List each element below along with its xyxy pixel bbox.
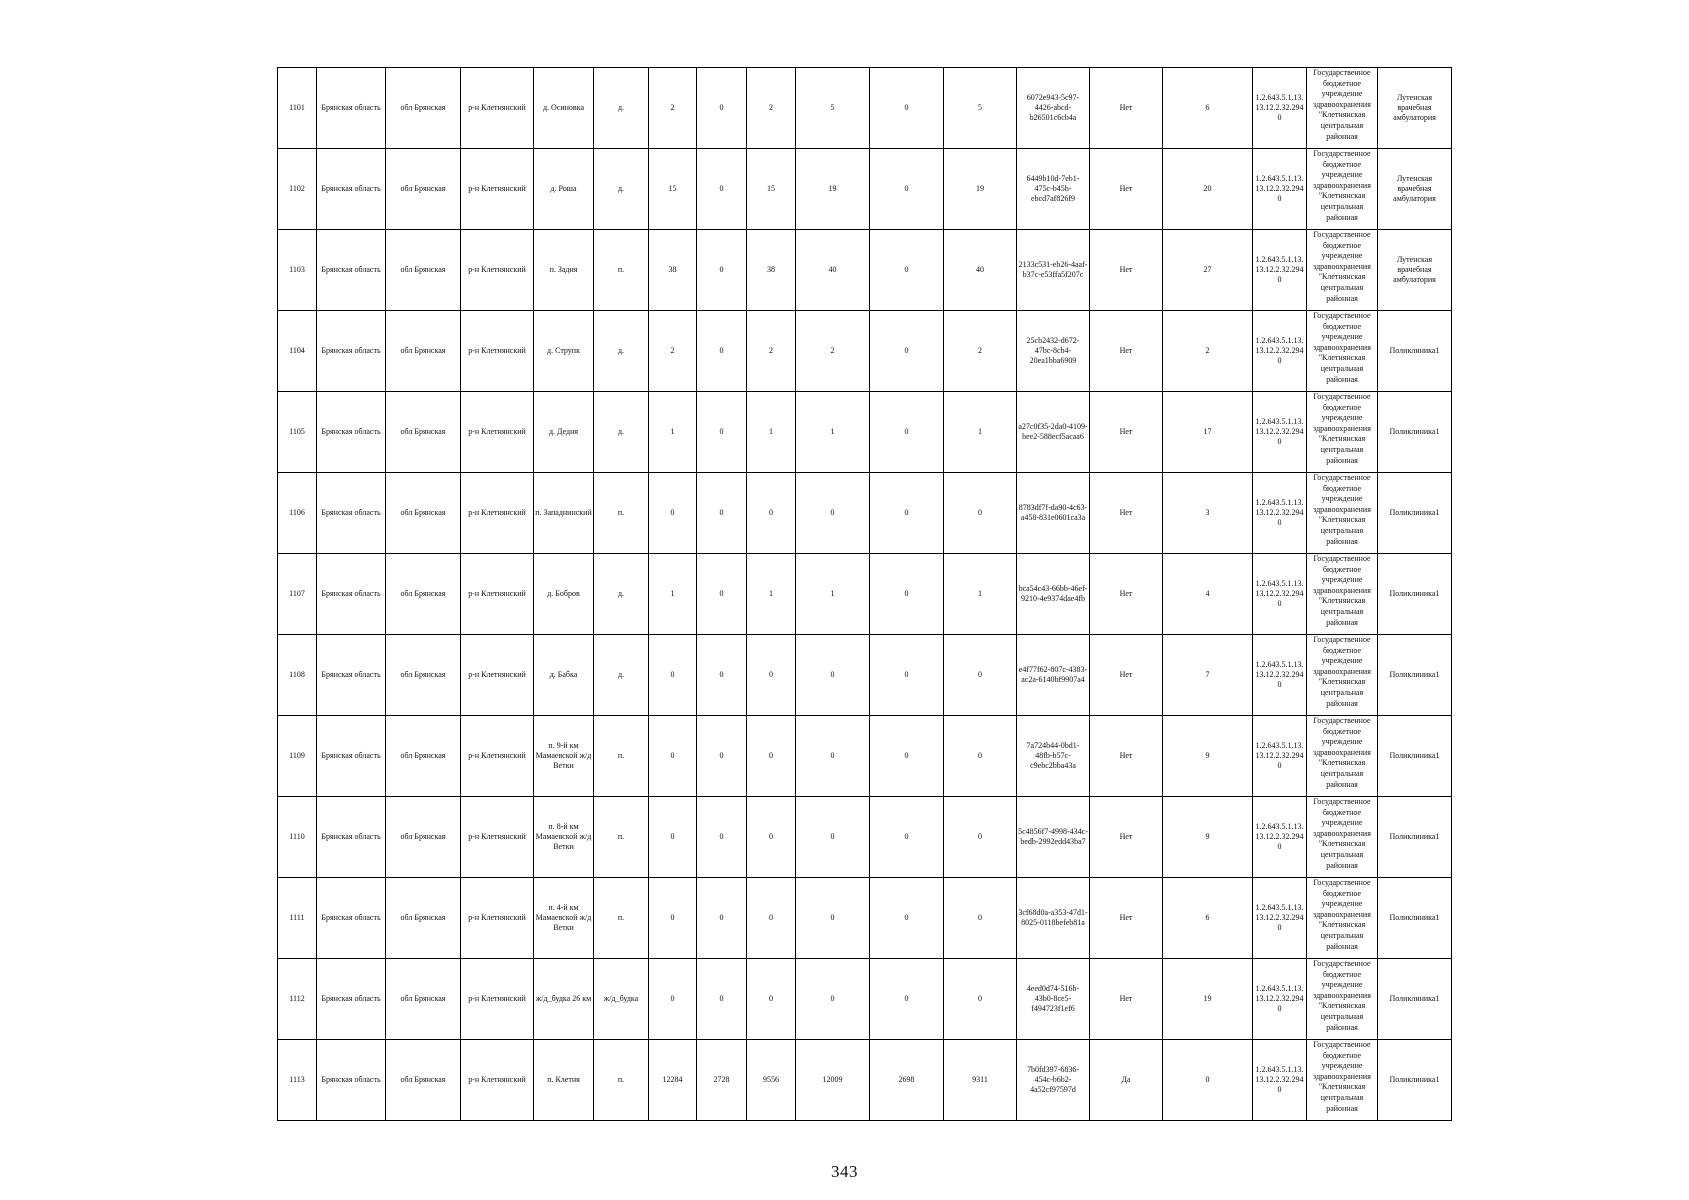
medical-unit-cell: Поликлиника1 xyxy=(1378,635,1452,716)
locality-type-cell: п. xyxy=(594,878,649,959)
value-cell-4: 2 xyxy=(796,311,870,392)
district-cell: р-н Клетнянский xyxy=(461,1040,534,1121)
locality-type-cell: д. xyxy=(594,311,649,392)
district-cell: р-н Клетнянский xyxy=(461,878,534,959)
district-cell: р-н Клетнянский xyxy=(461,554,534,635)
flag-cell: Нет xyxy=(1090,149,1163,230)
table-row xyxy=(278,554,1452,635)
value-cell-1: 0 xyxy=(649,635,697,716)
value-cell-3: 1 xyxy=(747,554,796,635)
table-row xyxy=(278,230,1452,311)
value-cell-4: 1 xyxy=(796,554,870,635)
region-cell: Брянская область xyxy=(317,230,386,311)
row-number-cell: 1101 xyxy=(278,68,317,149)
value-cell-6: 5 xyxy=(944,68,1017,149)
oblast-cell: обл Брянская xyxy=(386,68,461,149)
value-cell-2: 0 xyxy=(697,149,747,230)
guid-cell: 2133c531-eb26-4aaf-b37c-e53ffa5f207c xyxy=(1017,230,1090,311)
district-cell: р-н Клетнянский xyxy=(461,473,534,554)
region-cell: Брянская область xyxy=(317,554,386,635)
region-cell: Брянская область xyxy=(317,392,386,473)
oblast-cell: обл Брянская xyxy=(386,311,461,392)
region-cell: Брянская область xyxy=(317,635,386,716)
value-cell-5: 0 xyxy=(870,68,944,149)
locality-cell: д. Роша xyxy=(534,149,594,230)
row-number-cell: 1105 xyxy=(278,392,317,473)
locality-type-cell: д. xyxy=(594,149,649,230)
value-cell-5: 0 xyxy=(870,554,944,635)
institution-cell: Государственное бюджетное учреждение здравоохранения "Клетнянская центральная районная xyxy=(1307,959,1378,1040)
district-cell: р-н Клетнянский xyxy=(461,230,534,311)
count-cell: 7 xyxy=(1163,635,1253,716)
row-number-cell: 1107 xyxy=(278,554,317,635)
value-cell-1: 1 xyxy=(649,554,697,635)
medical-unit-cell: Лутенская врачебная амбулатория xyxy=(1378,149,1452,230)
value-cell-4: 0 xyxy=(796,635,870,716)
region-cell: Брянская область xyxy=(317,149,386,230)
institution-cell: Государственное бюджетное учреждение здравоохранения "Клетнянская центральная районная xyxy=(1307,878,1378,959)
institution-cell: Государственное бюджетное учреждение здравоохранения "Клетнянская центральная районная xyxy=(1307,797,1378,878)
medical-unit-cell: Поликлиника1 xyxy=(1378,311,1452,392)
value-cell-5: 0 xyxy=(870,149,944,230)
oid-code-cell: 1.2.643.5.1.13.13.12.2.32.2940 xyxy=(1253,311,1307,392)
row-number-cell: 1109 xyxy=(278,716,317,797)
value-cell-1: 2 xyxy=(649,68,697,149)
count-cell: 6 xyxy=(1163,878,1253,959)
locality-type-cell: п. xyxy=(594,797,649,878)
region-cell: Брянская область xyxy=(317,1040,386,1121)
region-cell: Брянская область xyxy=(317,716,386,797)
locality-type-cell: д. xyxy=(594,554,649,635)
flag-cell: Нет xyxy=(1090,554,1163,635)
value-cell-1: 0 xyxy=(649,473,697,554)
medical-unit-cell: Лутенская врачебная амбулатория xyxy=(1378,230,1452,311)
table-row xyxy=(278,392,1452,473)
value-cell-4: 0 xyxy=(796,716,870,797)
locality-type-cell: п. xyxy=(594,473,649,554)
value-cell-1: 12284 xyxy=(649,1040,697,1121)
medical-unit-cell: Поликлиника1 xyxy=(1378,797,1452,878)
locality-cell: п. Задня xyxy=(534,230,594,311)
value-cell-4: 0 xyxy=(796,959,870,1040)
guid-cell: 4eed0d74-516b-43b0-8ce5-f494723f1ef6 xyxy=(1017,959,1090,1040)
medical-unit-cell: Поликлиника1 xyxy=(1378,554,1452,635)
row-number-cell: 1110 xyxy=(278,797,317,878)
value-cell-6: 1 xyxy=(944,554,1017,635)
oblast-cell: обл Брянская xyxy=(386,959,461,1040)
value-cell-2: 0 xyxy=(697,68,747,149)
value-cell-3: 0 xyxy=(747,878,796,959)
value-cell-6: 9311 xyxy=(944,1040,1017,1121)
oid-code-cell: 1.2.643.5.1.13.13.12.2.32.2940 xyxy=(1253,149,1307,230)
row-number-cell: 1106 xyxy=(278,473,317,554)
flag-cell: Нет xyxy=(1090,311,1163,392)
guid-cell: e4f77f62-807c-4383-ac2a-6140bf9907a4 xyxy=(1017,635,1090,716)
locality-type-cell: п. xyxy=(594,1040,649,1121)
value-cell-6: 0 xyxy=(944,473,1017,554)
oid-code-cell: 1.2.643.5.1.13.13.12.2.32.2940 xyxy=(1253,797,1307,878)
institution-cell: Государственное бюджетное учреждение здравоохранения "Клетнянская центральная районная xyxy=(1307,1040,1378,1121)
value-cell-5: 0 xyxy=(870,311,944,392)
flag-cell: Нет xyxy=(1090,716,1163,797)
table-row xyxy=(278,311,1452,392)
oid-code-cell: 1.2.643.5.1.13.13.12.2.32.2940 xyxy=(1253,716,1307,797)
guid-cell: 25cb2432-d672-47bc-8cb4-20ea1bba6909 xyxy=(1017,311,1090,392)
flag-cell: Нет xyxy=(1090,68,1163,149)
guid-cell: 7a724b44-0bd1-48fb-b57c-c9ebc2bba43a xyxy=(1017,716,1090,797)
oid-code-cell: 1.2.643.5.1.13.13.12.2.32.2940 xyxy=(1253,230,1307,311)
locality-type-cell: ж/д_будка xyxy=(594,959,649,1040)
value-cell-6: 40 xyxy=(944,230,1017,311)
value-cell-2: 0 xyxy=(697,473,747,554)
table-row xyxy=(278,959,1452,1040)
medical-unit-cell: Поликлиника1 xyxy=(1378,878,1452,959)
flag-cell: Нет xyxy=(1090,473,1163,554)
oid-code-cell: 1.2.643.5.1.13.13.12.2.32.2940 xyxy=(1253,392,1307,473)
district-cell: р-н Клетнянский xyxy=(461,635,534,716)
oblast-cell: обл Брянская xyxy=(386,878,461,959)
locality-cell: д. Дедня xyxy=(534,392,594,473)
institution-cell: Государственное бюджетное учреждение здравоохранения "Клетнянская центральная районная xyxy=(1307,149,1378,230)
region-cell: Брянская область xyxy=(317,878,386,959)
value-cell-2: 0 xyxy=(697,716,747,797)
flag-cell: Нет xyxy=(1090,230,1163,311)
value-cell-4: 0 xyxy=(796,878,870,959)
data-table xyxy=(277,67,1452,1121)
medical-unit-cell: Поликлиника1 xyxy=(1378,1040,1452,1121)
institution-cell: Государственное бюджетное учреждение здравоохранения "Клетнянская центральная районная xyxy=(1307,311,1378,392)
value-cell-3: 15 xyxy=(747,149,796,230)
region-cell: Брянская область xyxy=(317,473,386,554)
locality-cell: п. 8-й км Мамаевской ж/д Ветки xyxy=(534,797,594,878)
value-cell-1: 2 xyxy=(649,311,697,392)
value-cell-1: 0 xyxy=(649,716,697,797)
value-cell-2: 0 xyxy=(697,635,747,716)
district-cell: р-н Клетнянский xyxy=(461,149,534,230)
guid-cell: 6449b10d-7eb1-475c-b45b-ebcd7af826f9 xyxy=(1017,149,1090,230)
locality-cell: п. Западнинский xyxy=(534,473,594,554)
guid-cell: 6072e943-5c97-4426-abcd-b26501c6cb4a xyxy=(1017,68,1090,149)
value-cell-2: 0 xyxy=(697,959,747,1040)
oblast-cell: обл Брянская xyxy=(386,230,461,311)
medical-unit-cell: Лутенская врачебная амбулатория xyxy=(1378,68,1452,149)
medical-unit-cell: Поликлиника1 xyxy=(1378,392,1452,473)
value-cell-4: 5 xyxy=(796,68,870,149)
value-cell-6: 19 xyxy=(944,149,1017,230)
flag-cell: Да xyxy=(1090,1040,1163,1121)
value-cell-3: 0 xyxy=(747,959,796,1040)
locality-type-cell: д. xyxy=(594,392,649,473)
locality-type-cell: п. xyxy=(594,230,649,311)
institution-cell: Государственное бюджетное учреждение здравоохранения "Клетнянская центральная районная xyxy=(1307,68,1378,149)
district-cell: р-н Клетнянский xyxy=(461,311,534,392)
value-cell-6: 2 xyxy=(944,311,1017,392)
locality-type-cell: д. xyxy=(594,68,649,149)
value-cell-5: 2698 xyxy=(870,1040,944,1121)
value-cell-2: 0 xyxy=(697,554,747,635)
oblast-cell: обл Брянская xyxy=(386,554,461,635)
region-cell: Брянская область xyxy=(317,68,386,149)
value-cell-5: 0 xyxy=(870,473,944,554)
oid-code-cell: 1.2.643.5.1.13.13.12.2.32.2940 xyxy=(1253,68,1307,149)
value-cell-6: 0 xyxy=(944,797,1017,878)
oblast-cell: обл Брянская xyxy=(386,392,461,473)
count-cell: 17 xyxy=(1163,392,1253,473)
row-number-cell: 1103 xyxy=(278,230,317,311)
district-cell: р-н Клетнянский xyxy=(461,716,534,797)
oid-code-cell: 1.2.643.5.1.13.13.12.2.32.2940 xyxy=(1253,473,1307,554)
value-cell-5: 0 xyxy=(870,635,944,716)
count-cell: 19 xyxy=(1163,959,1253,1040)
value-cell-2: 0 xyxy=(697,230,747,311)
medical-unit-cell: Поликлиника1 xyxy=(1378,473,1452,554)
count-cell: 27 xyxy=(1163,230,1253,311)
flag-cell: Нет xyxy=(1090,635,1163,716)
value-cell-6: 0 xyxy=(944,716,1017,797)
value-cell-1: 0 xyxy=(649,878,697,959)
flag-cell: Нет xyxy=(1090,392,1163,473)
institution-cell: Государственное бюджетное учреждение здравоохранения "Клетнянская центральная районная xyxy=(1307,392,1378,473)
value-cell-4: 19 xyxy=(796,149,870,230)
table-row xyxy=(278,473,1452,554)
locality-cell: п. Клетня xyxy=(534,1040,594,1121)
locality-cell: ж/д_будка 26 км xyxy=(534,959,594,1040)
value-cell-5: 0 xyxy=(870,716,944,797)
guid-cell: 5c4856f7-4998-434c-bedb-2992edd43ba7 xyxy=(1017,797,1090,878)
value-cell-6: 1 xyxy=(944,392,1017,473)
oid-code-cell: 1.2.643.5.1.13.13.12.2.32.2940 xyxy=(1253,959,1307,1040)
value-cell-2: 0 xyxy=(697,797,747,878)
value-cell-4: 1 xyxy=(796,392,870,473)
locality-cell: п. 9-й км Мамаевской ж/д Ветки xyxy=(534,716,594,797)
table-row xyxy=(278,149,1452,230)
value-cell-5: 0 xyxy=(870,797,944,878)
value-cell-6: 0 xyxy=(944,959,1017,1040)
flag-cell: Нет xyxy=(1090,959,1163,1040)
medical-unit-cell: Поликлиника1 xyxy=(1378,716,1452,797)
flag-cell: Нет xyxy=(1090,878,1163,959)
value-cell-4: 12009 xyxy=(796,1040,870,1121)
value-cell-3: 1 xyxy=(747,392,796,473)
oblast-cell: обл Брянская xyxy=(386,473,461,554)
oid-code-cell: 1.2.643.5.1.13.13.12.2.32.2940 xyxy=(1253,1040,1307,1121)
value-cell-4: 0 xyxy=(796,473,870,554)
guid-cell: 8783df7f-da90-4c63-a458-831e0601ca3a xyxy=(1017,473,1090,554)
locality-cell: д. Бабка xyxy=(534,635,594,716)
count-cell: 6 xyxy=(1163,68,1253,149)
value-cell-3: 2 xyxy=(747,68,796,149)
value-cell-1: 38 xyxy=(649,230,697,311)
count-cell: 9 xyxy=(1163,716,1253,797)
value-cell-3: 0 xyxy=(747,635,796,716)
region-cell: Брянская область xyxy=(317,311,386,392)
value-cell-6: 0 xyxy=(944,635,1017,716)
count-cell: 9 xyxy=(1163,797,1253,878)
medical-unit-cell: Поликлиника1 xyxy=(1378,959,1452,1040)
count-cell: 3 xyxy=(1163,473,1253,554)
value-cell-4: 0 xyxy=(796,797,870,878)
locality-cell: д. Струпк xyxy=(534,311,594,392)
oblast-cell: обл Брянская xyxy=(386,635,461,716)
locality-type-cell: п. xyxy=(594,716,649,797)
oid-code-cell: 1.2.643.5.1.13.13.12.2.32.2940 xyxy=(1253,554,1307,635)
page-number: 343 xyxy=(831,1162,858,1181)
district-cell: р-н Клетнянский xyxy=(461,959,534,1040)
value-cell-5: 0 xyxy=(870,878,944,959)
oid-code-cell: 1.2.643.5.1.13.13.12.2.32.2940 xyxy=(1253,635,1307,716)
institution-cell: Государственное бюджетное учреждение здравоохранения "Клетнянская центральная районная xyxy=(1307,716,1378,797)
flag-cell: Нет xyxy=(1090,797,1163,878)
oblast-cell: обл Брянская xyxy=(386,149,461,230)
row-number-cell: 1102 xyxy=(278,149,317,230)
table-row xyxy=(278,716,1452,797)
locality-cell: п. 4-й км Мамаевской ж/д Ветки xyxy=(534,878,594,959)
count-cell: 4 xyxy=(1163,554,1253,635)
value-cell-1: 0 xyxy=(649,959,697,1040)
district-cell: р-н Клетнянский xyxy=(461,68,534,149)
guid-cell: 3cf68d0a-a353-47d1-8025-0118befeb81a xyxy=(1017,878,1090,959)
locality-cell: д. Осиновка xyxy=(534,68,594,149)
count-cell: 0 xyxy=(1163,1040,1253,1121)
value-cell-5: 0 xyxy=(870,959,944,1040)
guid-cell: bca54c43-66bb-46ef-9210-4e9374dae4fb xyxy=(1017,554,1090,635)
row-number-cell: 1113 xyxy=(278,1040,317,1121)
value-cell-2: 0 xyxy=(697,311,747,392)
value-cell-3: 38 xyxy=(747,230,796,311)
value-cell-5: 0 xyxy=(870,230,944,311)
value-cell-2: 0 xyxy=(697,392,747,473)
table-row xyxy=(278,797,1452,878)
table-row xyxy=(278,878,1452,959)
oid-code-cell: 1.2.643.5.1.13.13.12.2.32.2940 xyxy=(1253,878,1307,959)
institution-cell: Государственное бюджетное учреждение здравоохранения "Клетнянская центральная районная xyxy=(1307,635,1378,716)
oblast-cell: обл Брянская xyxy=(386,797,461,878)
value-cell-5: 0 xyxy=(870,392,944,473)
value-cell-3: 0 xyxy=(747,797,796,878)
value-cell-3: 9556 xyxy=(747,1040,796,1121)
count-cell: 20 xyxy=(1163,149,1253,230)
institution-cell: Государственное бюджетное учреждение здравоохранения "Клетнянская центральная районная xyxy=(1307,473,1378,554)
region-cell: Брянская область xyxy=(317,797,386,878)
table-row xyxy=(278,635,1452,716)
value-cell-1: 0 xyxy=(649,797,697,878)
oblast-cell: обл Брянская xyxy=(386,716,461,797)
value-cell-2: 0 xyxy=(697,878,747,959)
table-row xyxy=(278,68,1452,149)
value-cell-3: 0 xyxy=(747,473,796,554)
locality-type-cell: д. xyxy=(594,635,649,716)
value-cell-3: 0 xyxy=(747,716,796,797)
count-cell: 2 xyxy=(1163,311,1253,392)
row-number-cell: 1112 xyxy=(278,959,317,1040)
value-cell-4: 40 xyxy=(796,230,870,311)
row-number-cell: 1108 xyxy=(278,635,317,716)
row-number-cell: 1111 xyxy=(278,878,317,959)
district-cell: р-н Клетнянский xyxy=(461,797,534,878)
institution-cell: Государственное бюджетное учреждение здравоохранения "Клетнянская центральная районная xyxy=(1307,554,1378,635)
value-cell-3: 2 xyxy=(747,311,796,392)
row-number-cell: 1104 xyxy=(278,311,317,392)
value-cell-6: 0 xyxy=(944,878,1017,959)
guid-cell: 7b0fd397-6836-454c-b6b2-4a52cf97597d xyxy=(1017,1040,1090,1121)
value-cell-2: 2728 xyxy=(697,1040,747,1121)
region-cell: Брянская область xyxy=(317,959,386,1040)
locality-cell: д. Бобров xyxy=(534,554,594,635)
value-cell-1: 15 xyxy=(649,149,697,230)
value-cell-1: 1 xyxy=(649,392,697,473)
institution-cell: Государственное бюджетное учреждение здравоохранения "Клетнянская центральная районная xyxy=(1307,230,1378,311)
oblast-cell: обл Брянская xyxy=(386,1040,461,1121)
district-cell: р-н Клетнянский xyxy=(461,392,534,473)
guid-cell: a27c0f35-2da0-4109-bee2-588ecf5acaa6 xyxy=(1017,392,1090,473)
table-row xyxy=(278,1040,1452,1121)
